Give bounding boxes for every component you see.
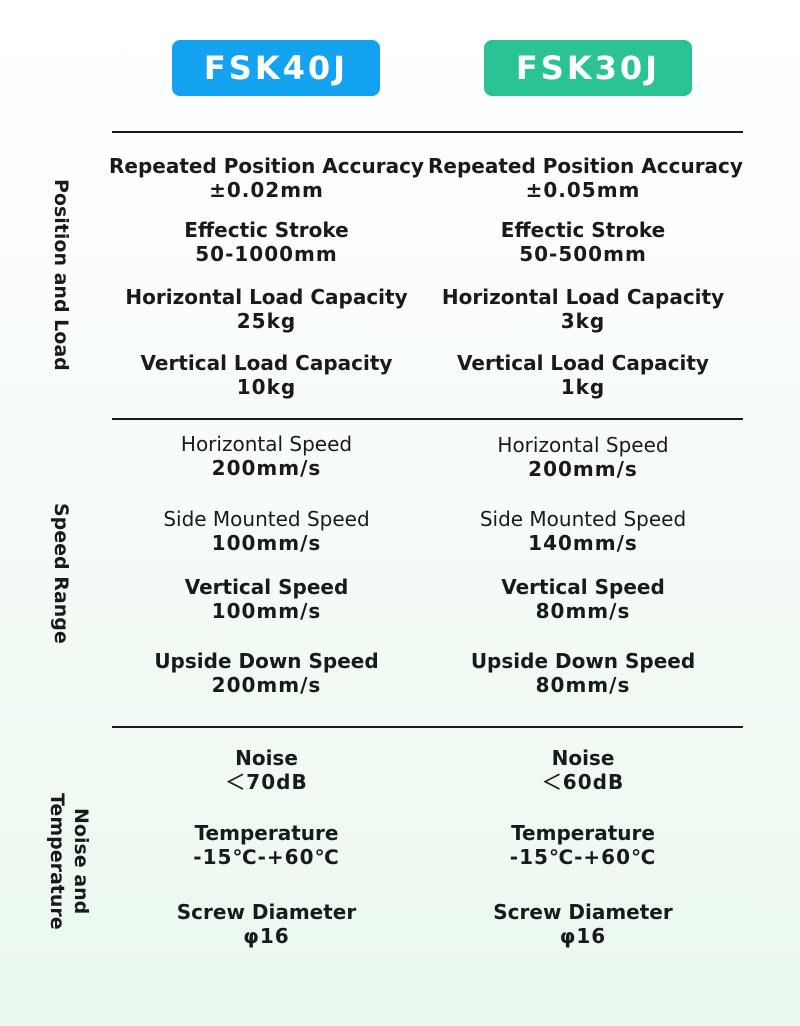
spec-value: ＜70dB (225, 770, 308, 794)
spec-value: -15℃-+60℃ (193, 845, 340, 869)
spec-cell (100, 351, 433, 399)
section-title-noise-and-temperature: Noise and Temperature (46, 792, 92, 930)
spec-label: Upside Down Speed (470, 649, 696, 673)
spec-cell (428, 649, 738, 697)
spec-cell (100, 432, 433, 480)
spec-cell (428, 821, 738, 869)
model-badge-fsk30j: FSK30J (484, 40, 692, 96)
spec-value: 80mm/s (535, 673, 631, 697)
spec-value: 3kg (560, 309, 606, 333)
spec-label: Temperature (194, 821, 339, 845)
spec-cell (100, 900, 433, 948)
model-badge-fsk40j: FSK40J (172, 40, 380, 96)
spec-value: 50-500mm (519, 242, 647, 266)
spec-value: ±0.05mm (525, 178, 641, 202)
spec-label: Vertical Speed (501, 575, 665, 599)
spec-label: Vertical Speed (184, 575, 349, 599)
spec-value: φ16 (243, 924, 290, 948)
spec-label: Horizontal Speed (180, 432, 353, 456)
spec-cell (428, 154, 743, 202)
section-divider (112, 131, 743, 133)
spec-value: ＜60dB (541, 770, 625, 794)
spec-value: 10kg (236, 375, 297, 399)
spec-label: Temperature (511, 821, 655, 845)
spec-label: Noise (551, 746, 615, 770)
spec-label: Horizontal Load Capacity (441, 285, 725, 309)
spec-label: Upside Down Speed (154, 649, 379, 673)
spec-value: 100mm/s (211, 531, 322, 555)
spec-value: 25kg (236, 309, 297, 333)
spec-value: ±0.02mm (209, 178, 324, 202)
spec-label: Side Mounted Speed (479, 507, 687, 531)
spec-value: 200mm/s (528, 457, 638, 481)
spec-cell (100, 218, 433, 266)
spec-label: Effectic Stroke (184, 218, 349, 242)
spec-cell (428, 218, 738, 266)
spec-cell (100, 507, 433, 555)
spec-cell (428, 746, 738, 794)
spec-value: 140mm/s (528, 531, 638, 555)
spec-cell (428, 285, 738, 333)
spec-label: Side Mounted Speed (163, 507, 370, 531)
spec-value: 200mm/s (211, 456, 322, 480)
spec-label: Horizontal Speed (497, 433, 669, 457)
spec-cell (428, 900, 738, 948)
spec-cell (100, 154, 433, 202)
spec-cell (100, 821, 433, 869)
section-divider (112, 418, 743, 420)
spec-cell (428, 507, 738, 555)
spec-label: Vertical Load Capacity (140, 351, 393, 375)
spec-value: 200mm/s (211, 673, 322, 697)
spec-value: 80mm/s (535, 599, 631, 623)
spec-cell (428, 433, 738, 481)
section-divider (112, 726, 743, 728)
spec-value: 100mm/s (211, 599, 322, 623)
spec-cell (428, 351, 738, 399)
spec-label: Screw Diameter (176, 900, 357, 924)
spec-label: Horizontal Load Capacity (125, 285, 408, 309)
spec-cell (100, 649, 433, 697)
spec-label: Vertical Load Capacity (457, 351, 709, 375)
spec-cell (100, 575, 433, 623)
spec-label: Screw Diameter (493, 900, 673, 924)
spec-cell (428, 575, 738, 623)
spec-cell (100, 746, 433, 794)
spec-value: φ16 (559, 924, 607, 948)
spec-label: Noise (235, 746, 298, 770)
spec-label: Repeated Position Accuracy (428, 154, 743, 178)
spec-value: 1kg (560, 375, 606, 399)
section-title-speed-range: Speed Range (50, 502, 72, 644)
spec-value: 50-1000mm (195, 242, 338, 266)
spec-label: Effectic Stroke (500, 218, 666, 242)
spec-cell (100, 285, 433, 333)
spec-label: Repeated Position Accuracy (109, 154, 424, 178)
spec-value: -15℃-+60℃ (509, 845, 657, 869)
section-title-position-and-load: Position and Load (50, 179, 72, 371)
